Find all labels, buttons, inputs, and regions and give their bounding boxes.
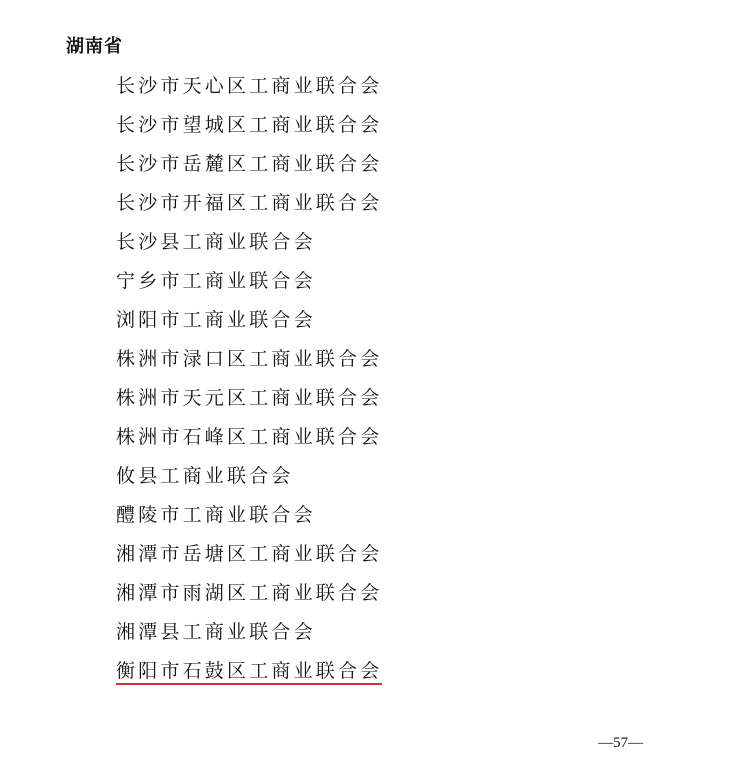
province-heading: 湖南省 [66,36,123,57]
organization-name: 株洲市天元区工商业联合会 [116,387,383,409]
organization-name-underlined: 衡阳市石鼓区工商业联合会 [116,660,382,685]
organization-name: 长沙市天心区工商业联合会 [116,75,383,97]
list-item [116,228,382,267]
list-item [116,540,382,579]
organization-list [116,72,382,696]
organization-name: 浏阳市工商业联合会 [116,309,316,331]
organization-name: 宁乡市工商业联合会 [116,270,316,292]
organization-name: 株洲市渌口区工商业联合会 [116,348,383,370]
list-item [116,150,382,189]
page-number: —57— [598,735,643,751]
list-item [116,111,382,150]
list-item [116,72,382,111]
list-item [116,267,382,306]
organization-name: 醴陵市工商业联合会 [116,504,316,526]
organization-name: 湘潭市岳塘区工商业联合会 [116,543,383,565]
organization-name: 长沙市望城区工商业联合会 [116,114,383,136]
list-item [116,501,382,540]
list-item [116,423,382,462]
organization-name: 株洲市石峰区工商业联合会 [116,426,383,448]
list-item [116,384,382,423]
list-item [116,189,382,228]
organization-name: 湘潭市雨湖区工商业联合会 [116,582,383,604]
list-item [116,618,382,657]
organization-name: 攸县工商业联合会 [116,465,294,487]
organization-name: 长沙县工商业联合会 [116,231,316,253]
organization-name: 长沙市开福区工商业联合会 [116,192,383,214]
organization-name: 长沙市岳麓区工商业联合会 [116,153,383,175]
list-item [116,306,382,345]
organization-name: 湘潭县工商业联合会 [116,621,316,643]
list-item [116,462,382,501]
list-item [116,579,382,618]
list-item [116,657,382,696]
list-item [116,345,382,384]
